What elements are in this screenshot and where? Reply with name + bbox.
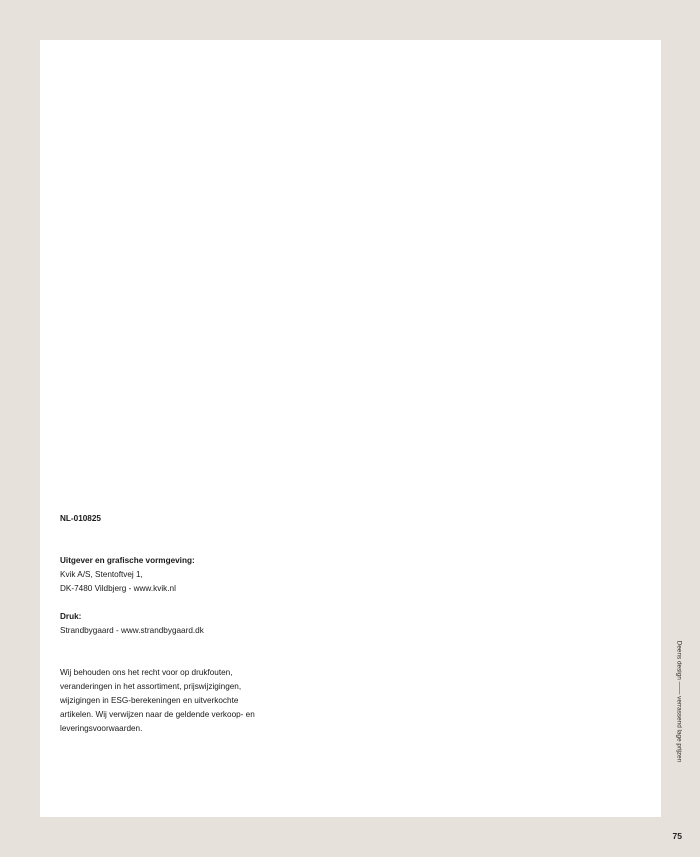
page-number: 75 xyxy=(672,831,682,841)
colophon xyxy=(60,512,320,736)
disclaimer-line: Wij behouden ons het recht voor op drukfouten, xyxy=(60,668,233,677)
publisher-address-line: Kvik A/S, Stentoftvej 1, xyxy=(60,570,143,579)
disclaimer-line: veranderingen in het assortiment, prijswijzigingen, xyxy=(60,682,242,691)
disclaimer xyxy=(60,666,275,736)
publisher-block xyxy=(60,554,320,596)
publisher-city-website-line: DK-7480 Vildbjerg - www.kvik.nl xyxy=(60,584,176,593)
side-tagline: Deens design —— verrassend lage prijzen xyxy=(675,640,683,763)
disclaimer-line: leveringsvoorwaarden. xyxy=(60,724,143,733)
print-block xyxy=(60,610,320,638)
print-label: Druk: xyxy=(60,612,82,621)
publisher-label: Uitgever en grafische vormgeving: xyxy=(60,556,195,565)
disclaimer-line: artikelen. Wij verwijzen naar de geldende verkoop- en xyxy=(60,710,255,719)
disclaimer-line: wijzigingen in ESG-berekeningen en uitverkochte xyxy=(60,696,239,705)
printer-line: Strandbygaard - www.strandbygaard.dk xyxy=(60,626,204,635)
catalog-code: NL-010825 xyxy=(60,514,101,523)
